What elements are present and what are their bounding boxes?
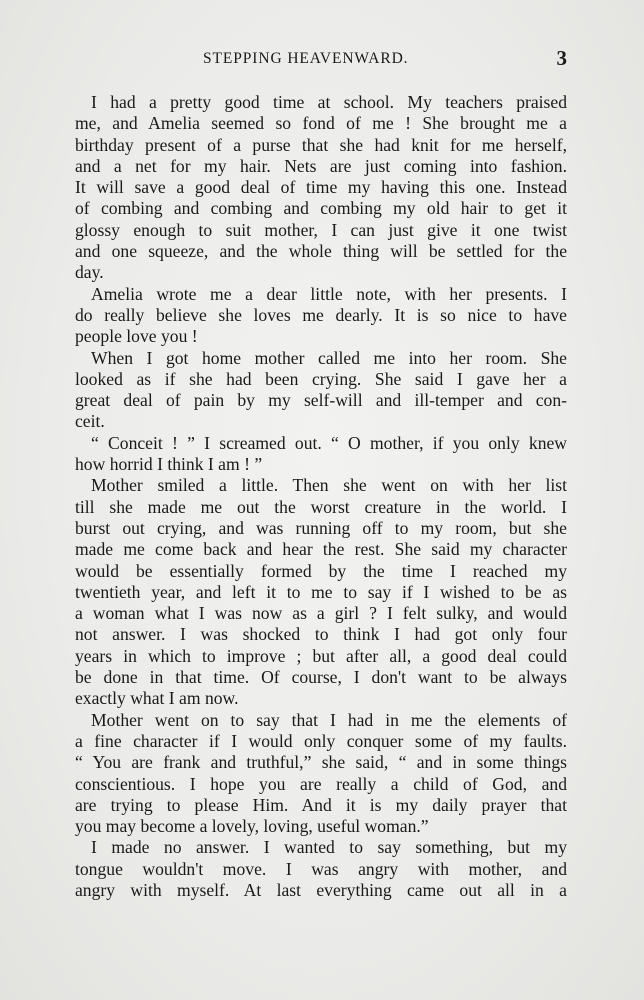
text-line: twentieth year, and left it to me to say if I wished to be as [75,581,567,602]
text-line: of combing and combing and combing my old hair to get it [75,198,567,219]
paragraph [75,837,567,901]
paragraph [75,348,567,433]
paragraph [75,475,567,709]
running-title: STEPPING HEAVENWARD. [203,50,409,67]
text-line: people love you ! [75,326,198,347]
text-line: I made no answer. I wanted to say something, but my [91,837,567,858]
text-line: a fine character if I would only conquer some of my faults. [75,730,567,751]
text-line: tongue wouldn't move. I was angry with mother, and [75,858,567,879]
text-line: day. [75,262,104,283]
text-line: be done in that time. Of course, I don't want to be always [75,667,567,688]
paragraph [75,710,567,838]
text-line: “ Conceit ! ” I screamed out. “ O mother, if you only knew [91,432,567,453]
text-line: Amelia wrote me a dear little note, with her presents. I [91,283,567,304]
text-line: me, and Amelia seemed so fond of me ! She brought me a [75,113,567,134]
text-line: birthday present of a purse that she had knit for me herself, [75,134,567,155]
text-line: do really believe she loves me dearly. It is so nice to have [75,304,567,325]
text-line: “ You are frank and truthful,” she said, “ and in some things [75,752,567,773]
text-line: When I got home mother called me into her room. She [91,347,567,368]
paragraph [75,284,567,348]
text-line: glossy enough to suit mother, I can just give it one twist [75,219,567,240]
text-line: and a net for my hair. Nets are just coming into fashion. [75,155,567,176]
text-line: made me come back and hear the rest. She said my character [75,539,567,560]
text-line: not answer. I was shocked to think I had got only four [75,624,567,645]
text-line: years in which to improve ; but after all, a good deal could [75,645,567,666]
text-line: angry with myself. At last everything came out all in a [75,879,567,900]
paragraph [75,92,567,284]
text-line: I had a pretty good time at school. My teachers praised [91,92,567,112]
text-line: Mother went on to say that I had in me the elements of [91,709,567,730]
text-line: are trying to please Him. And it is my daily prayer that [75,794,567,815]
text-line: till she made me out the worst creature in the world. I [75,496,567,517]
page-header [75,48,567,72]
text-line: you may become a lovely, loving, useful woman.” [75,816,429,837]
text-line: It will save a good deal of time my having this one. Instead [75,177,567,198]
text-line: ceit. [75,411,105,432]
text-line: and one squeeze, and the whole thing will be settled for the [75,241,567,262]
text-line: conscientious. I hope you are really a child of God, and [75,773,567,794]
text-line: a woman what I was now as a girl ? I felt sulky, and would [75,603,567,624]
text-line: burst out crying, and was running off to my room, but she [75,517,567,538]
text-line: exactly what I am now. [75,688,239,709]
text-line: how horrid I think I am ! ” [75,454,263,475]
page-number: 3 [556,46,567,70]
paragraph [75,433,567,476]
text-line: would be essentially formed by the time I reached my [75,560,567,581]
text-line: great deal of pain by my self-will and ill-temper and con- [75,390,567,411]
text-line: Mother smiled a little. Then she went on with her list [91,475,567,496]
text-line: looked as if she had been crying. She said I gave her a [75,368,567,389]
body-text [75,92,567,901]
